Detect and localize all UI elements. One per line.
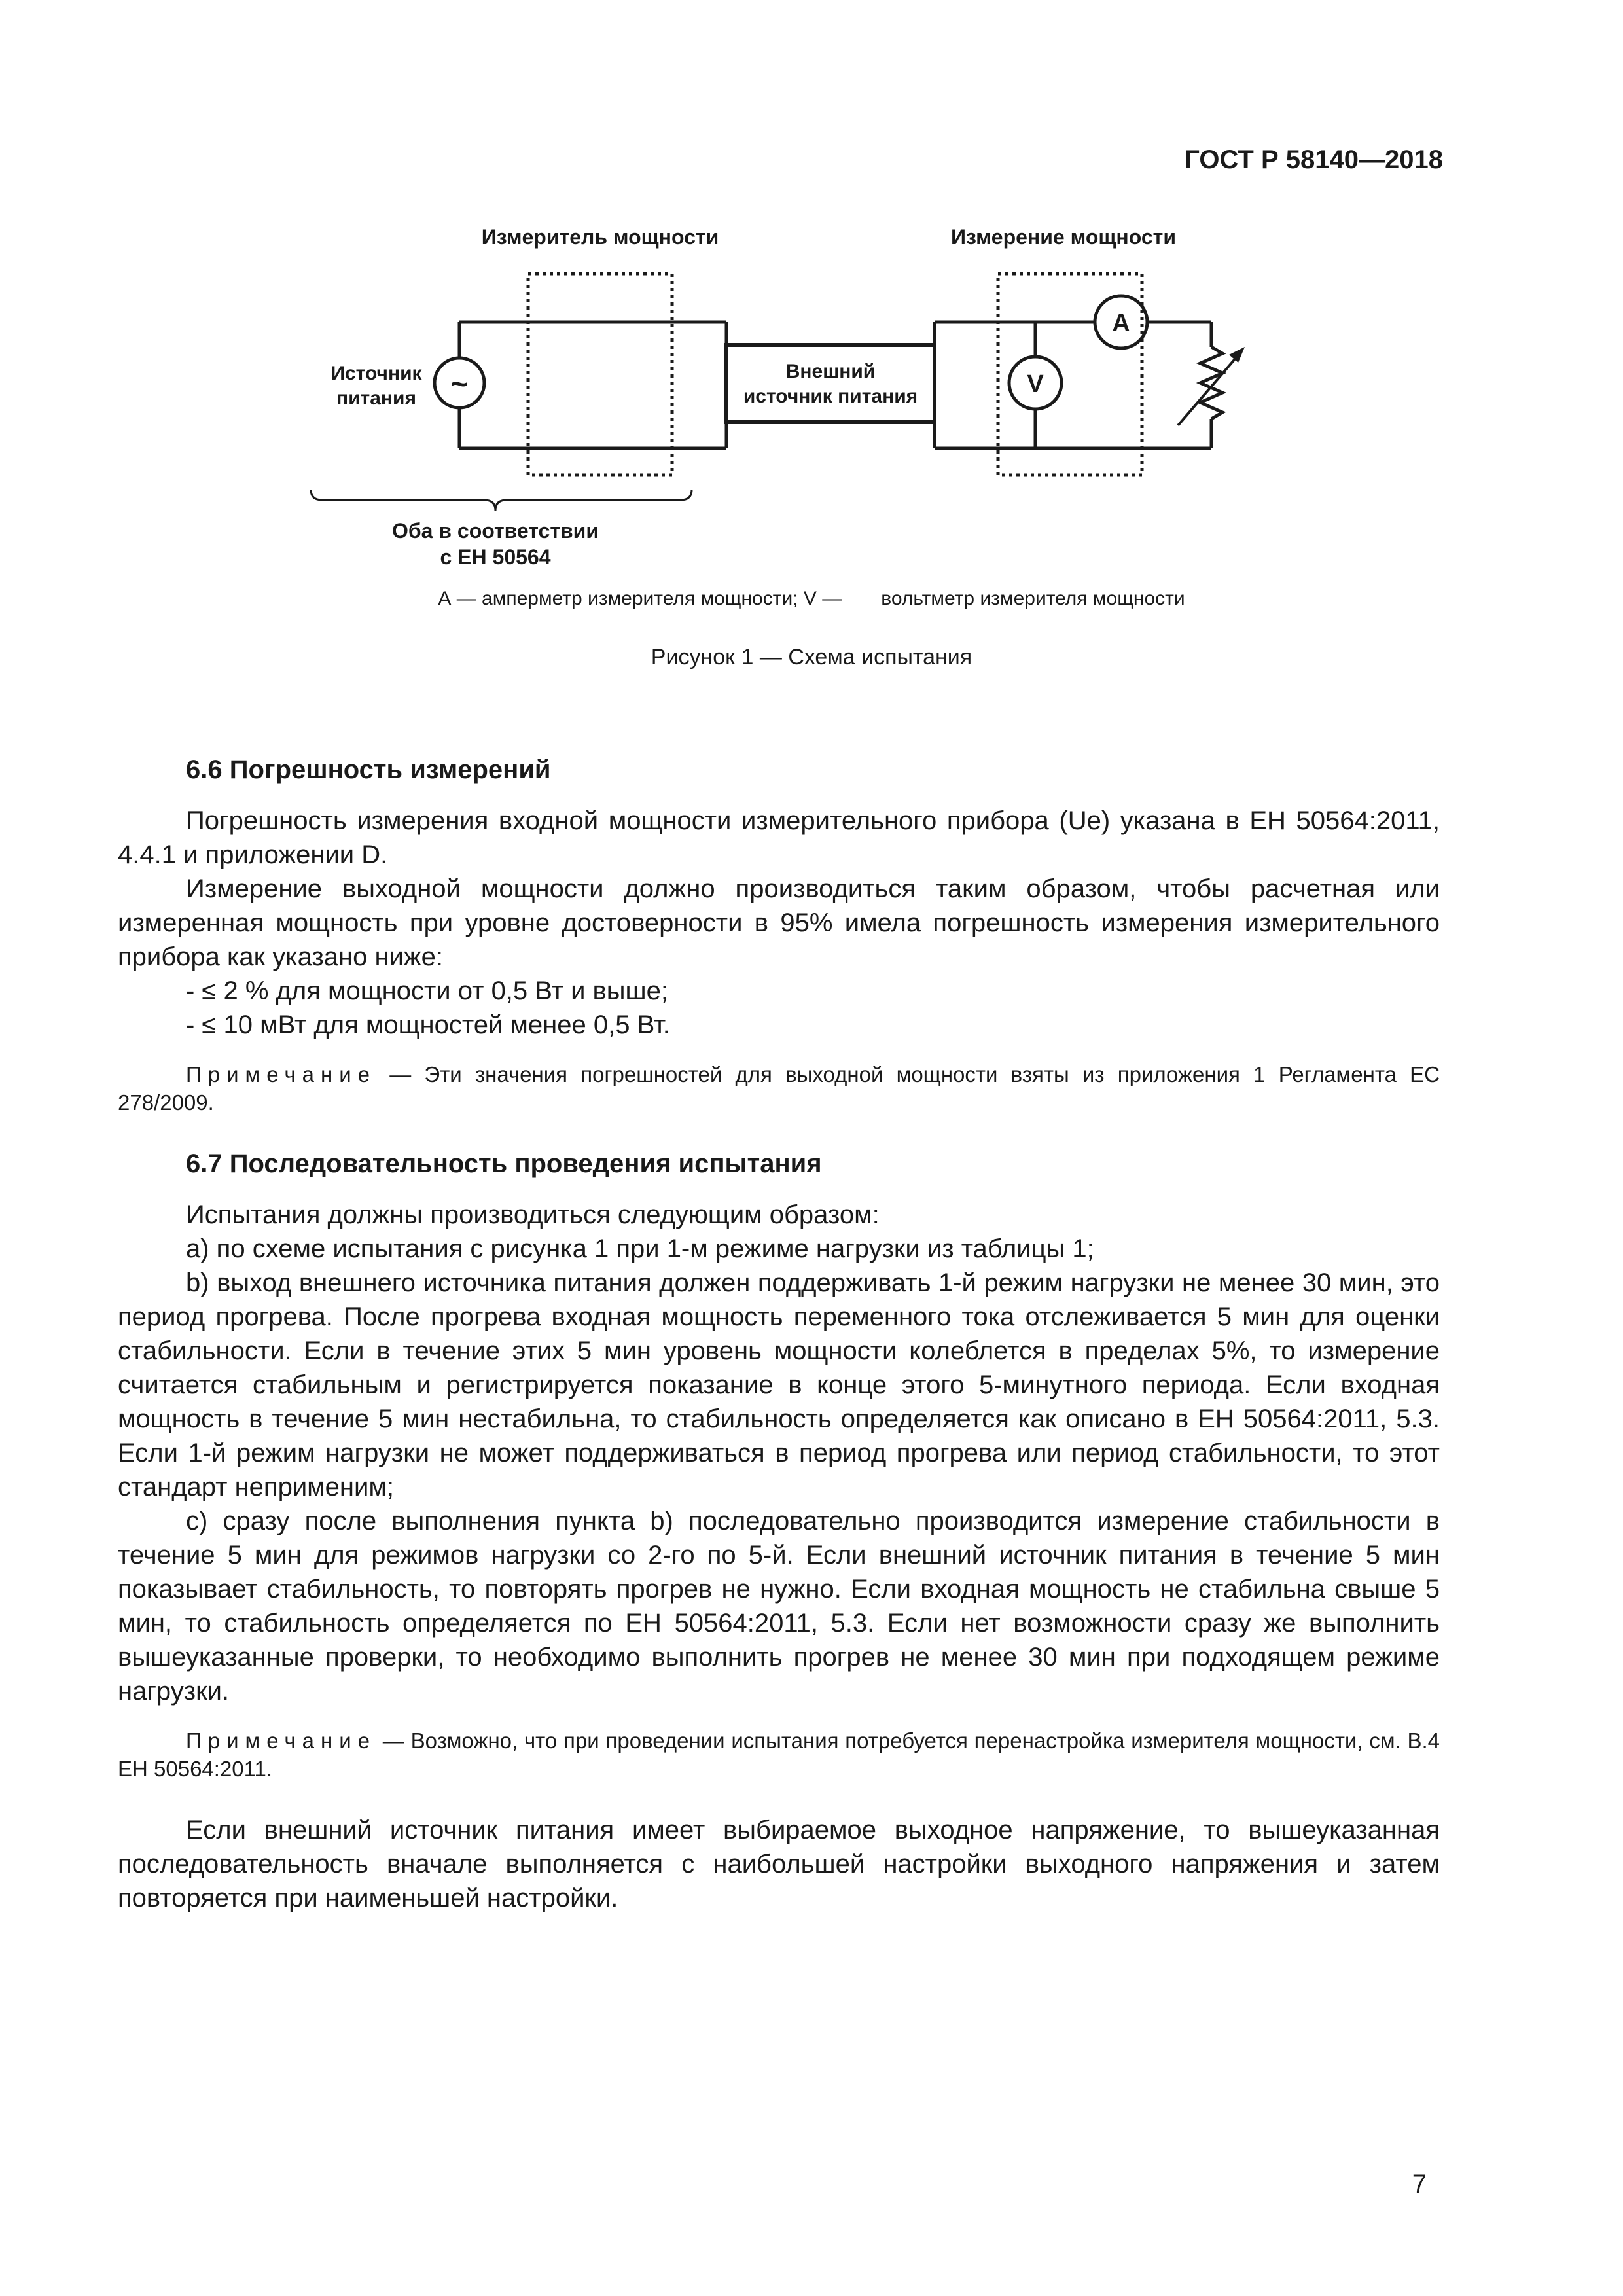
legend-voltmeter: вольтметр измерителя мощности bbox=[881, 588, 1185, 609]
label-power-measurement: Измерение мощности bbox=[951, 225, 1176, 249]
brace bbox=[311, 490, 692, 511]
ammeter-symbol: A bbox=[1112, 310, 1130, 337]
note-label: Примечание bbox=[186, 1729, 377, 1753]
power-meter-box bbox=[528, 274, 672, 475]
label-ext-line1: Внешний bbox=[785, 361, 876, 382]
section-6-6-paragraph-1: Погрешность измерения входной мощности измерительного прибора (Ue) указана в ЕН 50564:2011, 4.4.1 и приложении D. bbox=[118, 806, 1440, 869]
external-power-supply-box bbox=[726, 345, 935, 422]
resistor-arrow-head bbox=[1229, 347, 1245, 363]
label-source-line2: питания bbox=[336, 387, 417, 409]
section-6-6-paragraph-2: Измерение выходной мощности должно производиться таким образом, чтобы расчетная или измеренная мощность при уровне достоверности в 95% имела погрешность измерения измерительного прибора как указано ниже: bbox=[118, 874, 1440, 971]
label-source-line1: Источник bbox=[330, 363, 422, 384]
page-number: 7 bbox=[1412, 2170, 1427, 2198]
voltmeter-symbol: V bbox=[1027, 370, 1044, 398]
label-brace-line2: с ЕН 50564 bbox=[440, 545, 551, 569]
test-circuit-diagram bbox=[308, 223, 1276, 576]
ac-source-symbol: ~ bbox=[450, 367, 469, 401]
section-6-7-item-c: с) сразу после выполнения пункта b) последовательно производится измерение стабильности в течение 5 мин для режимов нагрузки со 2-го по 5-й. Если внешний источник питания в течение 5 мин показывает стабильность, то повторять прогрев не нужно. Если входная мощность не стабильна свыше 5 мин, то стабильность определяется по ЕН 50564:2011, 5.3. Если нет возможности сразу же выполнить вышеуказанные проверки, то необходимо выполнить прогрев не менее 30 мин при подходящем режиме нагрузки. bbox=[118, 1507, 1440, 1706]
section-6-6-note bbox=[118, 1060, 1440, 1117]
section-6-7-item-b: b) выход внешнего источника питания должен поддерживать 1-й режим нагрузки не менее 30 мин, это период прогрева. После прогрева входная мощность переменного тока отслеживается 5 мин для оценки стабильности. Если в течение этих 5 мин уровень мощности колеблется в пределах 5%, то измерение считается стабильным и регистрируется показание в конце этого 5-минутного периода. Если входная мощность в течение 5 мин нестабильна, то стабильность определяется как описано в ЕН 50564:2011, 5.3. Если 1-й режим нагрузки не может поддерживаться в период прогрева или период стабильности, то этот стандарт неприменим; bbox=[118, 1268, 1440, 1501]
list-item: - ≤ 10 мВт для мощностей менее 0,5 Вт. bbox=[186, 1011, 670, 1039]
section-6-7-final-paragraph: Если внешний источник питания имеет выбираемое выходное напряжение, то вышеуказанная последовательность вначале выполняется с наибольшей настройки выходного напряжения и затем повторяется при наименьшей настройки. bbox=[118, 1816, 1440, 1912]
note-label: Примечание bbox=[186, 1062, 377, 1086]
label-ext-line2: источник питания bbox=[743, 386, 918, 407]
section-6-6-heading: 6.6 Погрешность измерений bbox=[186, 755, 551, 784]
section-6-7-note bbox=[118, 1727, 1440, 1783]
label-brace-line1: Оба в соответствии bbox=[391, 519, 599, 543]
variable-resistor-icon bbox=[1200, 347, 1222, 419]
figure-caption: Рисунок 1 — Схема испытания bbox=[651, 645, 972, 670]
figure-legend bbox=[0, 588, 1623, 610]
note-text: — Возможно, что при проведении испытания потребуется перенастройка измерителя мощности, см. В.4 ЕН 50564:2011. bbox=[118, 1729, 1440, 1781]
main-content bbox=[118, 753, 1440, 1915]
document-header: ГОСТ Р 58140—2018 bbox=[1185, 145, 1443, 174]
note-text: — Эти значения погрешностей для выходной мощности взяты из приложения 1 Регламента ЕС 278/2009. bbox=[118, 1062, 1440, 1115]
legend-ammeter: А — амперметр измерителя мощности; V — bbox=[438, 588, 842, 609]
section-6-7-item-a: а) по схеме испытания с рисунка 1 при 1-м режиме нагрузки из таблицы 1; bbox=[186, 1234, 1094, 1263]
section-6-7-intro: Испытания должны производиться следующим образом: bbox=[186, 1200, 880, 1229]
list-item: - ≤ 2 % для мощности от 0,5 Вт и выше; bbox=[186, 977, 668, 1005]
section-6-7-heading: 6.7 Последовательность проведения испытания bbox=[186, 1149, 822, 1178]
label-power-meter: Измеритель мощности bbox=[481, 225, 719, 249]
